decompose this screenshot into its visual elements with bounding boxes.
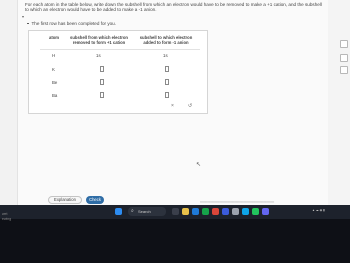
store-icon[interactable] bbox=[202, 208, 209, 215]
atom-h: H bbox=[52, 53, 56, 58]
header-atom: atom bbox=[48, 35, 59, 40]
notes-icon[interactable] bbox=[340, 54, 348, 62]
atom-be: Be bbox=[52, 80, 58, 85]
ba-cation-input[interactable] bbox=[100, 92, 104, 98]
search-icon: ⌕ bbox=[131, 208, 134, 214]
app-icon[interactable] bbox=[242, 208, 249, 215]
header-anion-subshell: subshell to which electron added to form -1 anion bbox=[139, 35, 193, 45]
mail-icon[interactable] bbox=[222, 208, 229, 215]
first-row-note bbox=[27, 21, 116, 26]
ba-anion-input[interactable] bbox=[165, 92, 169, 98]
mouse-cursor-icon: ↖ bbox=[196, 162, 202, 168]
h-anion-answer: 1s bbox=[163, 53, 168, 58]
system-tray[interactable]: ▲ ☁ ◉ ▮ bbox=[312, 208, 325, 212]
k-cation-input[interactable] bbox=[100, 66, 104, 72]
file-explorer-icon[interactable] bbox=[182, 208, 189, 215]
office-icon[interactable] bbox=[212, 208, 219, 215]
right-sidebar bbox=[328, 0, 350, 205]
settings-icon[interactable] bbox=[232, 208, 239, 215]
check-button[interactable]: Check bbox=[86, 196, 104, 204]
be-cation-input[interactable] bbox=[100, 79, 104, 85]
task-view-icon[interactable] bbox=[172, 208, 179, 215]
teams-icon[interactable] bbox=[262, 208, 269, 215]
instructions: For each atom in the table below, write down the subshell from which an electron would have to be removed to make a +1 cation, and the subshell to which an electron would have to be added to make a -1 anion. bbox=[25, 2, 322, 13]
periodic-table-icon[interactable] bbox=[340, 66, 348, 74]
atom-ba: Ba bbox=[52, 93, 58, 98]
undo-button[interactable]: ↺ bbox=[188, 103, 193, 109]
header-cation-subshell: subshell from which electron removed to form +1 cation bbox=[70, 35, 128, 45]
be-anion-input[interactable] bbox=[165, 79, 169, 85]
edge-browser-icon[interactable] bbox=[192, 208, 199, 215]
edge-label-bottom: ewing bbox=[2, 217, 12, 221]
explanation-button[interactable]: Explanation bbox=[48, 196, 82, 204]
edge-label-top: wet bbox=[2, 212, 8, 216]
first-row-note-text: The first row has been completed for you. bbox=[31, 21, 117, 26]
chrome-icon[interactable] bbox=[252, 208, 259, 215]
atom-k: K bbox=[52, 67, 55, 72]
bullet-icon bbox=[27, 23, 29, 25]
taskbar-search[interactable]: Search bbox=[128, 207, 166, 216]
menu-icon[interactable] bbox=[340, 40, 348, 48]
left-sidebar bbox=[0, 0, 18, 205]
k-anion-input[interactable] bbox=[165, 66, 169, 72]
clear-button[interactable]: × bbox=[171, 103, 174, 109]
h-cation-answer: 1s bbox=[96, 53, 101, 58]
windows-start-icon[interactable] bbox=[115, 208, 122, 215]
footer-links: ━━━━━━━━━━━━━━━━━━━━━━━━━━━━━━━━━━━━━━━━━ bbox=[200, 200, 275, 204]
table-divider bbox=[40, 49, 200, 50]
collapse-icon[interactable]: ▾ bbox=[22, 14, 25, 19]
